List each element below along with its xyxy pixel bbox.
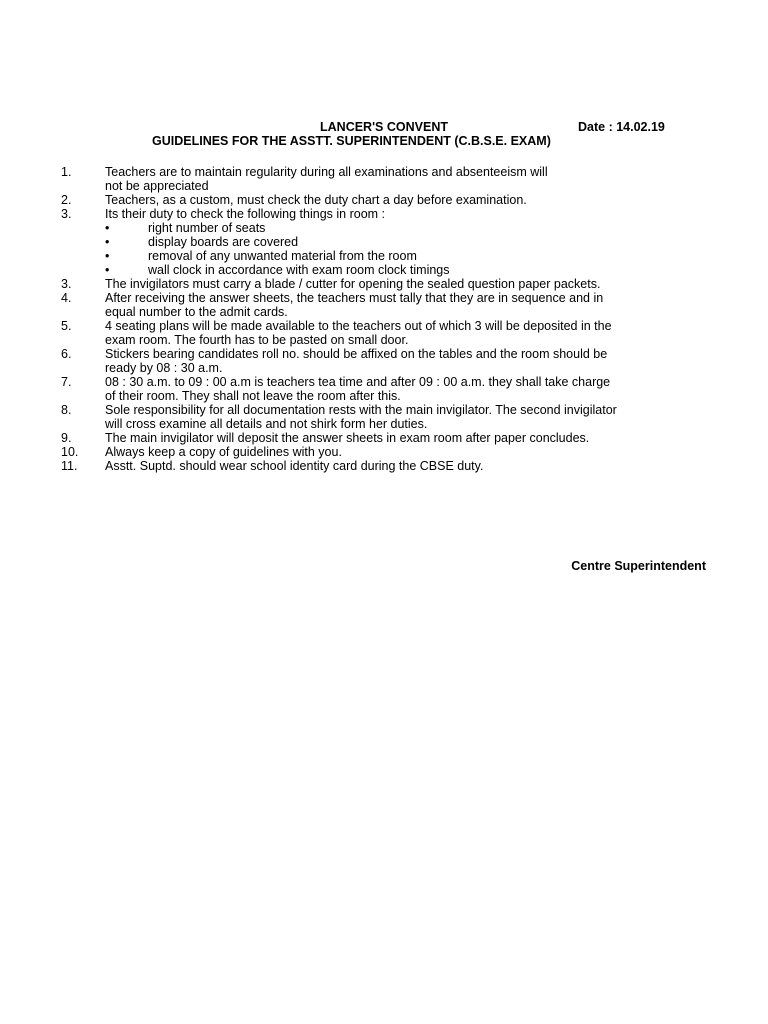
guideline-text: equal number to the admit cards. (105, 305, 288, 319)
bullet-item (0, 263, 768, 277)
guideline-line (0, 291, 768, 305)
guideline-text: Sole responsibility for all documentation rests with the main invigilator. The second invigilator (105, 403, 617, 417)
guideline-line (0, 319, 768, 333)
bullet-item (0, 221, 768, 235)
guideline-text: not be appreciated (105, 179, 209, 193)
item-number: 2. (61, 193, 72, 207)
guideline-line (0, 417, 768, 431)
guideline-line (0, 193, 768, 207)
guideline-text: The invigilators must carry a blade / cutter for opening the sealed question paper packets. (105, 277, 601, 291)
guideline-text: exam room. The fourth has to be pasted on small door. (105, 333, 409, 347)
guideline-text: Stickers bearing candidates roll no. should be affixed on the tables and the room should be (105, 347, 608, 361)
item-number: 8. (61, 403, 72, 417)
guideline-line (0, 277, 768, 291)
guideline-text: Asstt. Suptd. should wear school identity card during the CBSE duty. (105, 459, 484, 473)
item-number: 1. (61, 165, 72, 179)
bullet-marker: • (105, 235, 110, 249)
document-title: GUIDELINES FOR THE ASSTT. SUPERINTENDENT (C.B.S.E. EXAM) (152, 134, 551, 148)
guideline-text: Teachers, as a custom, must check the duty chart a day before examination. (105, 193, 527, 207)
bullet-text: wall clock in accordance with exam room clock timings (148, 263, 450, 277)
guideline-line (0, 389, 768, 403)
bullet-marker: • (105, 249, 110, 263)
guideline-line (0, 459, 768, 473)
guideline-line (0, 207, 768, 221)
bullet-marker: • (105, 263, 110, 277)
guideline-text: Its their duty to check the following things in room : (105, 207, 385, 221)
guideline-text: The main invigilator will deposit the answer sheets in exam room after paper concludes. (105, 431, 590, 445)
guideline-text: Always keep a copy of guidelines with you. (105, 445, 342, 459)
guideline-line (0, 347, 768, 361)
item-number: 5. (61, 319, 72, 333)
signature-label: Centre Superintendent (571, 559, 706, 573)
bullet-text: display boards are covered (148, 235, 299, 249)
document-date: Date : 14.02.19 (578, 120, 665, 134)
bullet-item (0, 235, 768, 249)
guideline-line (0, 179, 768, 193)
item-number: 4. (61, 291, 72, 305)
guideline-line (0, 165, 768, 179)
guideline-line (0, 375, 768, 389)
item-number: 11. (61, 459, 78, 473)
guideline-text: After receiving the answer sheets, the teachers must tally that they are in sequence and in (105, 291, 604, 305)
guideline-line (0, 431, 768, 445)
guideline-text: of their room. They shall not leave the room after this. (105, 389, 401, 403)
guideline-text: 08 : 30 a.m. to 09 : 00 a.m is teachers tea time and after 09 : 00 a.m. they shall take charge (105, 375, 611, 389)
guideline-line (0, 403, 768, 417)
item-number: 3. (61, 207, 72, 221)
item-number: 9. (61, 431, 72, 445)
item-number: 6. (61, 347, 72, 361)
bullet-text: removal of any unwanted material from the room (148, 249, 417, 263)
guidelines-list (0, 165, 768, 473)
item-number: 7. (61, 375, 72, 389)
guideline-text: will cross examine all details and not shirk form her duties. (105, 417, 428, 431)
guideline-line (0, 361, 768, 375)
guideline-line (0, 333, 768, 347)
item-number: 3. (61, 277, 72, 291)
bullet-text: right number of seats (148, 221, 266, 235)
guideline-text: ready by 08 : 30 a.m. (105, 361, 223, 375)
guideline-text: Teachers are to maintain regularity during all examinations and absenteeism will (105, 165, 548, 179)
guideline-line (0, 305, 768, 319)
guideline-line (0, 445, 768, 459)
item-number: 10. (61, 445, 79, 459)
bullet-marker: • (105, 221, 110, 235)
school-name: LANCER'S CONVENT (320, 120, 448, 134)
bullet-item (0, 249, 768, 263)
guideline-text: 4 seating plans will be made available to the teachers out of which 3 will be deposited in the (105, 319, 612, 333)
